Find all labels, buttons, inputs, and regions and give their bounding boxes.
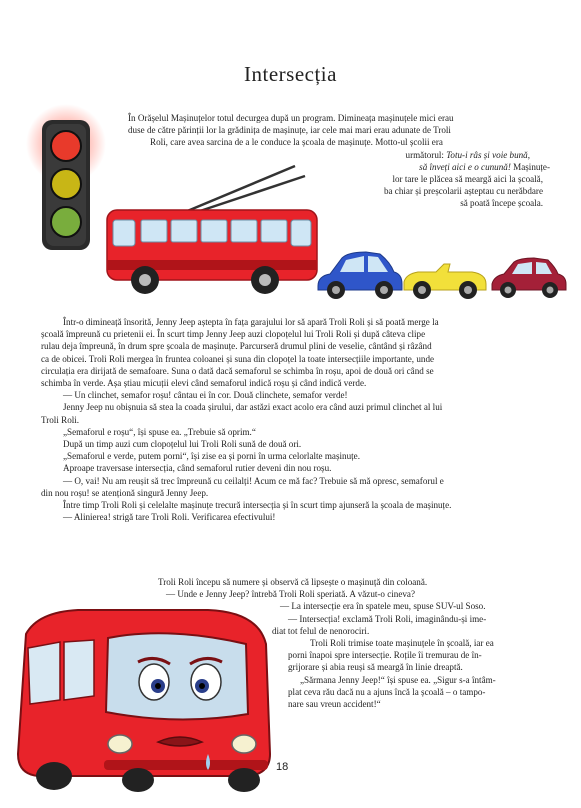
lower-line: — Intersecția! exclamă Troli Roli, imaginându-și ime- [288,613,487,624]
lower-line: „Sărmana Jenny Jeep!“ își spuse ea. „Sigur s-a întâm- [300,674,496,685]
lower-line: Troli Roli începu să numere și observă că lipsește o mașinuță din coloană. [158,577,428,587]
lower-line: grijorare și abia reuși să meargă în linie dreaptă. [288,662,463,673]
cartoon-trolleybus-icon [8,604,278,794]
body-line: După un timp auzi cum clopoțelul lui Troli Roli sună de două ori. [63,439,302,450]
body-line: — O, vai! Nu am reușit să trec împreună cu ceilalți! Acum ce mă fac? Trebuie să mă opresc, semaforul e [63,475,444,486]
motto-text-1: Totu-i râs și voie bună, [446,149,530,160]
body-line: — Un clinchet, semafor roșu! cântau ei în cor. Două clinchete, semafor verde! [63,390,348,401]
lower-line: plat ceva rău dacă nu a ajuns încă la școală – o tampo- [288,686,486,697]
body-line: Jenny Jeep nu obișnuia să stea la coada șirului, dar astăzi exact acolo era când auzi primul clinchet al lui [63,402,443,413]
trolleybus-icon [105,162,325,302]
lower-line: — Unde e Jenny Jeep? întrebă Troli Roli speriată. A văzut-o cineva? [166,589,416,600]
lower-line: nare sau vreun accident!“ [288,699,381,710]
intro-tail-line: să poată începe școala. [460,198,543,209]
intro-line: Roli, care avea sarcina de a le conduce la școala de mașinuțe. Motto-ul școlii era [150,137,443,148]
page-title: Intersecția [244,62,337,86]
intro-motto-line-2 [300,161,550,173]
intro-tail [300,173,543,210]
body-line: „Semaforul e roșu“, își spuse ea. „Trebuie să oprim.“ [63,426,256,437]
traffic-light-icon [24,106,104,256]
body-line: circulația era dirijată de semafoare. Suna o dată dacă semaforul se schimba în roșu, apoi de două ori când se [41,365,434,376]
intro-paragraph [128,112,554,149]
lower-line: diat tot felul de nenorociri. [272,625,370,636]
body-line: rulau deja împreună, în drum spre școala de mașinuțe. Parcurseră drumul plini de veselie, cântând și râzând [41,341,432,352]
intro-line: În Orășelul Mașinuțelor totul decurgea după un program. Dimineața mașinuțele mici erau [128,113,454,123]
intro-line: duse de către părinții lor la grădinița de mașinuțe, iar cele mai mari erau adunate de Troli [128,125,451,136]
body-line: schimba în verde. Așa știau micuții elevi când semaforul indică roșu și când indică verde. [41,378,367,389]
lower-line: — La intersecție era în spatele meu, spuse SUV-ul Soso. [280,601,486,612]
lower-line: porni înapoi spre intersecție. Roțile îi tremurau de în- [288,650,482,661]
maroon-car-icon [490,252,568,302]
blue-car-icon [314,248,404,302]
body-line: Aproape traversase intersecția, când semaforul rutier deveni din nou roșu. [63,463,332,474]
body-paragraph [41,316,561,523]
body-line: Troli Roli. [41,414,80,425]
intro-motto-line [300,149,530,161]
lower-line: Troli Roli trimise toate mașinuțele în școală, iar ea [310,638,494,649]
motto-prefix: următorul: [405,149,444,160]
body-line: ca de obicei. Troli Roli mergea în fruntea coloanei și suna din clopoțel la toate intersecțiile importante, unde [41,353,435,364]
intro-tail-line: lor tare le plăcea să meargă aici la școală, [392,174,543,184]
page-number: 18 [276,761,289,773]
body-line: Într-o dimineață însorită, Jenny Jeep aștepta în fața garajului lor să apară Troli Roli și să poată merge la [63,317,439,327]
body-line: — Alinierea! strigă tare Troli Roli. Verificarea efectivului! [63,512,276,523]
body-line: Între timp Troli Roli și celelalte mașinuțe trecură intersecția și în scurt timp ajunseră la școala de mașinuțe. [63,500,452,511]
motto-text-2: să înveți aici e o cunună! [419,161,511,172]
yellow-convertible-icon [402,252,488,302]
motto-after: Mașinuțe- [513,161,550,172]
intro-tail-line: ba chiar și preșcolarii așteptau cu nerăbdare [383,186,543,197]
body-line: „Semaforul e verde, putem porni“, își zise ea și porni în urma celorlalte mașinuțe. [63,451,360,462]
body-line: din nou roșu! se atenționă singură Jenny Jeep. [41,487,209,498]
body-line: școală împreună cu prietenii ei. În scurt timp Jenny Jeep auzi clopoțelul lui Troli Roli și după câteva clipe [41,329,426,340]
